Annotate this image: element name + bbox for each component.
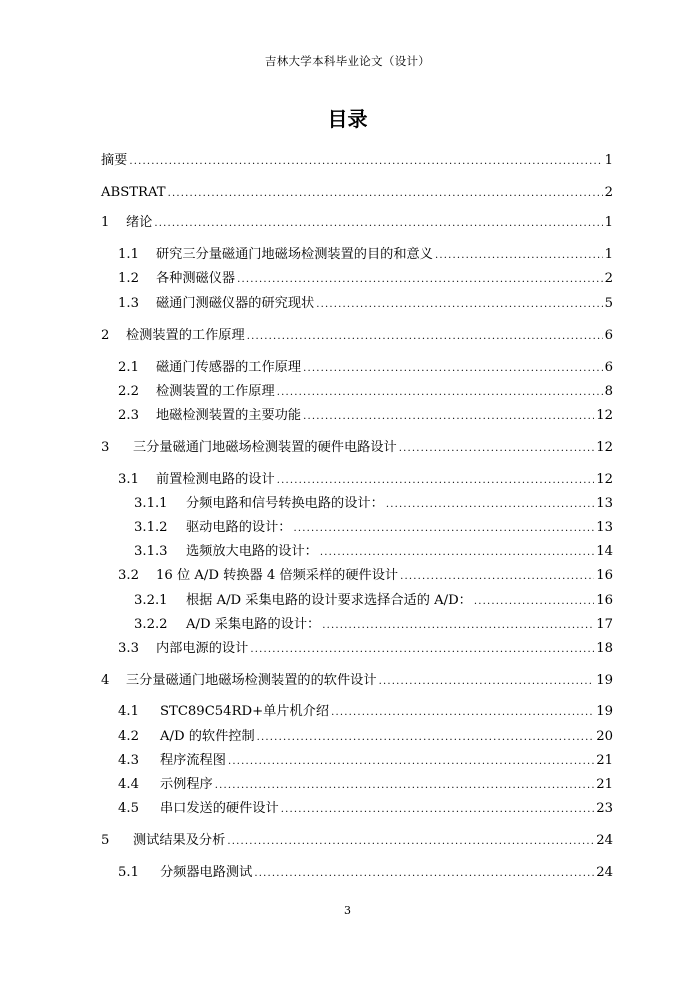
toc-entry[interactable] xyxy=(134,495,613,513)
toc-entry-page: 2 xyxy=(604,185,613,200)
dot-leader xyxy=(247,328,603,345)
toc-entry-title: 磁通门测磁仪器的研究现状 xyxy=(156,296,315,311)
toc-entry-title: 选频放大电路的设计： xyxy=(186,544,318,559)
toc-entry-title: 驱动电路的设计： xyxy=(186,520,292,535)
toc-entry-number: 3.3 xyxy=(118,641,139,656)
toc-entry-title: A/D 的软件控制 xyxy=(160,729,255,744)
toc-entry-title: 地磁检测装置的主要功能 xyxy=(156,408,302,423)
toc-entry-page: 8 xyxy=(604,384,613,399)
toc-entry-page: 1 xyxy=(604,153,613,168)
toc-entry-title: 检测装置的工作原理 xyxy=(126,328,245,343)
toc-entry-number: 3.2.1 xyxy=(134,593,168,608)
toc-entry-title: 三分量磁通门地磁场检测装置的硬件电路设计 xyxy=(133,440,397,455)
toc-entry-page: 1 xyxy=(604,215,613,230)
toc-entry[interactable] xyxy=(118,752,613,770)
toc-entry[interactable] xyxy=(118,567,613,585)
dot-leader xyxy=(168,185,603,202)
dot-leader xyxy=(237,271,602,288)
toc-entry-title: 各种测磁仪器 xyxy=(156,271,236,286)
dot-leader xyxy=(320,544,594,561)
dot-leader xyxy=(386,496,594,513)
toc-entry-title: 磁通门传感器的工作原理 xyxy=(156,360,302,375)
dot-leader xyxy=(227,833,594,850)
toc-entry[interactable] xyxy=(134,616,613,634)
toc-entry[interactable] xyxy=(118,270,613,288)
dot-leader xyxy=(228,753,594,770)
toc-entry[interactable] xyxy=(101,672,613,690)
toc-entry-page: 12 xyxy=(596,408,613,423)
toc-entry-number: 4 xyxy=(101,673,110,688)
toc-entry-page: 16 xyxy=(596,568,613,583)
toc-entry-page: 21 xyxy=(596,777,613,792)
toc-entry-title: 三分量磁通门地磁场检测装置的的软件设计 xyxy=(126,673,377,688)
dot-leader xyxy=(250,641,594,658)
toc-entry[interactable] xyxy=(101,184,613,202)
toc-entry-page: 19 xyxy=(596,704,613,719)
toc-entry-title: 16 位 A/D 转换器 4 倍频采样的硬件设计 xyxy=(156,568,399,583)
dot-leader xyxy=(154,215,602,232)
toc-entry-page: 24 xyxy=(596,833,613,848)
toc-entry-page: 13 xyxy=(596,520,613,535)
toc-entry-page: 20 xyxy=(596,729,613,744)
toc-entry-page: 6 xyxy=(604,360,613,375)
page-title: 目录 xyxy=(327,107,368,131)
toc-entry-title: 测试结果及分析 xyxy=(133,833,226,848)
toc-entry-title: A/D 采集电路的设计： xyxy=(186,617,321,632)
dot-leader xyxy=(474,593,594,610)
toc-entry-page: 19 xyxy=(596,673,613,688)
dot-leader xyxy=(254,865,594,882)
dot-leader xyxy=(129,153,602,170)
toc-entry-title: ABSTRAT xyxy=(101,185,166,200)
dot-leader xyxy=(400,568,594,585)
toc-entry-number: 3 xyxy=(101,440,110,455)
toc-entry-number: 4.4 xyxy=(118,777,139,792)
toc-entry-number: 2.3 xyxy=(118,408,139,423)
toc-entry-page: 16 xyxy=(596,593,613,608)
toc-entry-title: 程序流程图 xyxy=(160,753,226,768)
dot-leader xyxy=(379,673,595,690)
toc-entry-number: 1.1 xyxy=(118,247,139,262)
toc-entry-title: 示例程序 xyxy=(160,777,213,792)
toc-entry-title: 绪论 xyxy=(126,215,153,230)
page-number: 3 xyxy=(344,904,351,917)
toc-entry-number: 3.1.2 xyxy=(134,520,168,535)
dot-leader xyxy=(281,801,595,818)
dot-leader xyxy=(303,408,594,425)
toc-entry-title: 串口发送的硬件设计 xyxy=(160,801,279,816)
toc-entry-page: 13 xyxy=(596,496,613,511)
dot-leader xyxy=(257,729,595,746)
toc-entry[interactable] xyxy=(118,800,613,818)
toc-entry-title: 研究三分量磁通门地磁场检测装置的目的和意义 xyxy=(156,247,433,262)
toc-entry-page: 24 xyxy=(596,865,613,880)
toc-entry-number: 1.3 xyxy=(118,296,139,311)
toc-entry[interactable] xyxy=(101,832,613,850)
toc-entry-title: 分频电路和信号转换电路的设计： xyxy=(186,496,384,511)
toc-entry-number: 4.3 xyxy=(118,753,139,768)
toc-entry[interactable] xyxy=(101,152,613,170)
dot-leader xyxy=(399,440,594,457)
toc-entry[interactable] xyxy=(118,383,613,401)
toc-entry[interactable] xyxy=(118,407,613,425)
toc-entry-title: 前置检测电路的设计 xyxy=(156,472,275,487)
toc-entry-number: 3.2 xyxy=(118,568,139,583)
toc-entry[interactable] xyxy=(134,592,613,610)
toc-entry-title: 检测装置的工作原理 xyxy=(156,384,275,399)
toc-entry[interactable] xyxy=(118,295,613,313)
toc-entry[interactable] xyxy=(101,439,613,457)
dot-leader xyxy=(277,472,595,489)
toc-entry-number: 1 xyxy=(101,215,110,230)
toc-entry-page: 18 xyxy=(596,641,613,656)
toc-entry-number: 2.1 xyxy=(118,360,139,375)
toc-entry-page: 17 xyxy=(596,617,613,632)
toc-entry[interactable] xyxy=(118,776,613,794)
toc-entry-page: 6 xyxy=(604,328,613,343)
toc-entry-page: 5 xyxy=(604,296,613,311)
toc-entry[interactable] xyxy=(118,728,613,746)
toc-entry[interactable] xyxy=(118,246,613,264)
dot-leader xyxy=(316,296,602,313)
toc-entry[interactable] xyxy=(134,543,613,561)
toc-entry[interactable] xyxy=(134,519,613,537)
toc-entry-title: 分频器电路测试 xyxy=(160,865,253,880)
toc-entry[interactable] xyxy=(118,640,613,658)
toc-entry-number: 3.1.1 xyxy=(134,496,168,511)
toc-entry-number: 1.2 xyxy=(118,271,139,286)
toc-entry-number: 2.2 xyxy=(118,384,139,399)
toc-entry-page: 1 xyxy=(604,247,613,262)
dot-leader xyxy=(331,704,594,721)
dot-leader xyxy=(277,384,603,401)
toc-entry-title: 根据 A/D 采集电路的设计要求选择合适的 A/D： xyxy=(186,593,472,608)
toc-entry-page: 12 xyxy=(596,472,613,487)
toc-entry-number: 3.2.2 xyxy=(134,617,168,632)
toc-entry-number: 3.1 xyxy=(118,472,139,487)
dot-leader xyxy=(294,520,595,537)
toc-entry[interactable] xyxy=(101,327,613,345)
dot-leader xyxy=(215,777,594,794)
toc-entry-number: 5 xyxy=(101,833,110,848)
toc-entry-title: STC89C54RD+单片机介绍 xyxy=(160,704,330,719)
toc-entry-page: 21 xyxy=(596,753,613,768)
toc-entry-number: 3.1.3 xyxy=(134,544,168,559)
toc-entry-number: 4.2 xyxy=(118,729,139,744)
toc-entry-number: 4.1 xyxy=(118,704,139,719)
toc-entry[interactable] xyxy=(118,471,613,489)
toc-entry[interactable] xyxy=(101,214,613,232)
toc-entry-title: 摘要 xyxy=(101,153,128,168)
toc-entry-title: 内部电源的设计 xyxy=(156,641,249,656)
running-header: 吉林大学本科毕业论文（设计） xyxy=(264,54,431,68)
toc-entry-page: 12 xyxy=(596,440,613,455)
toc-entry-number: 2 xyxy=(101,328,110,343)
toc-entry[interactable] xyxy=(118,703,613,721)
dot-leader xyxy=(435,247,603,264)
toc-entry[interactable] xyxy=(118,359,613,377)
toc-entry-page: 2 xyxy=(604,271,613,286)
toc-entry-page: 14 xyxy=(596,544,613,559)
toc-entry-number: 5.1 xyxy=(118,865,139,880)
toc-entry-number: 4.5 xyxy=(118,801,139,816)
dot-leader xyxy=(322,617,594,634)
toc-entry-page: 23 xyxy=(596,801,613,816)
dot-leader xyxy=(303,360,603,377)
toc-entry[interactable] xyxy=(118,864,613,882)
